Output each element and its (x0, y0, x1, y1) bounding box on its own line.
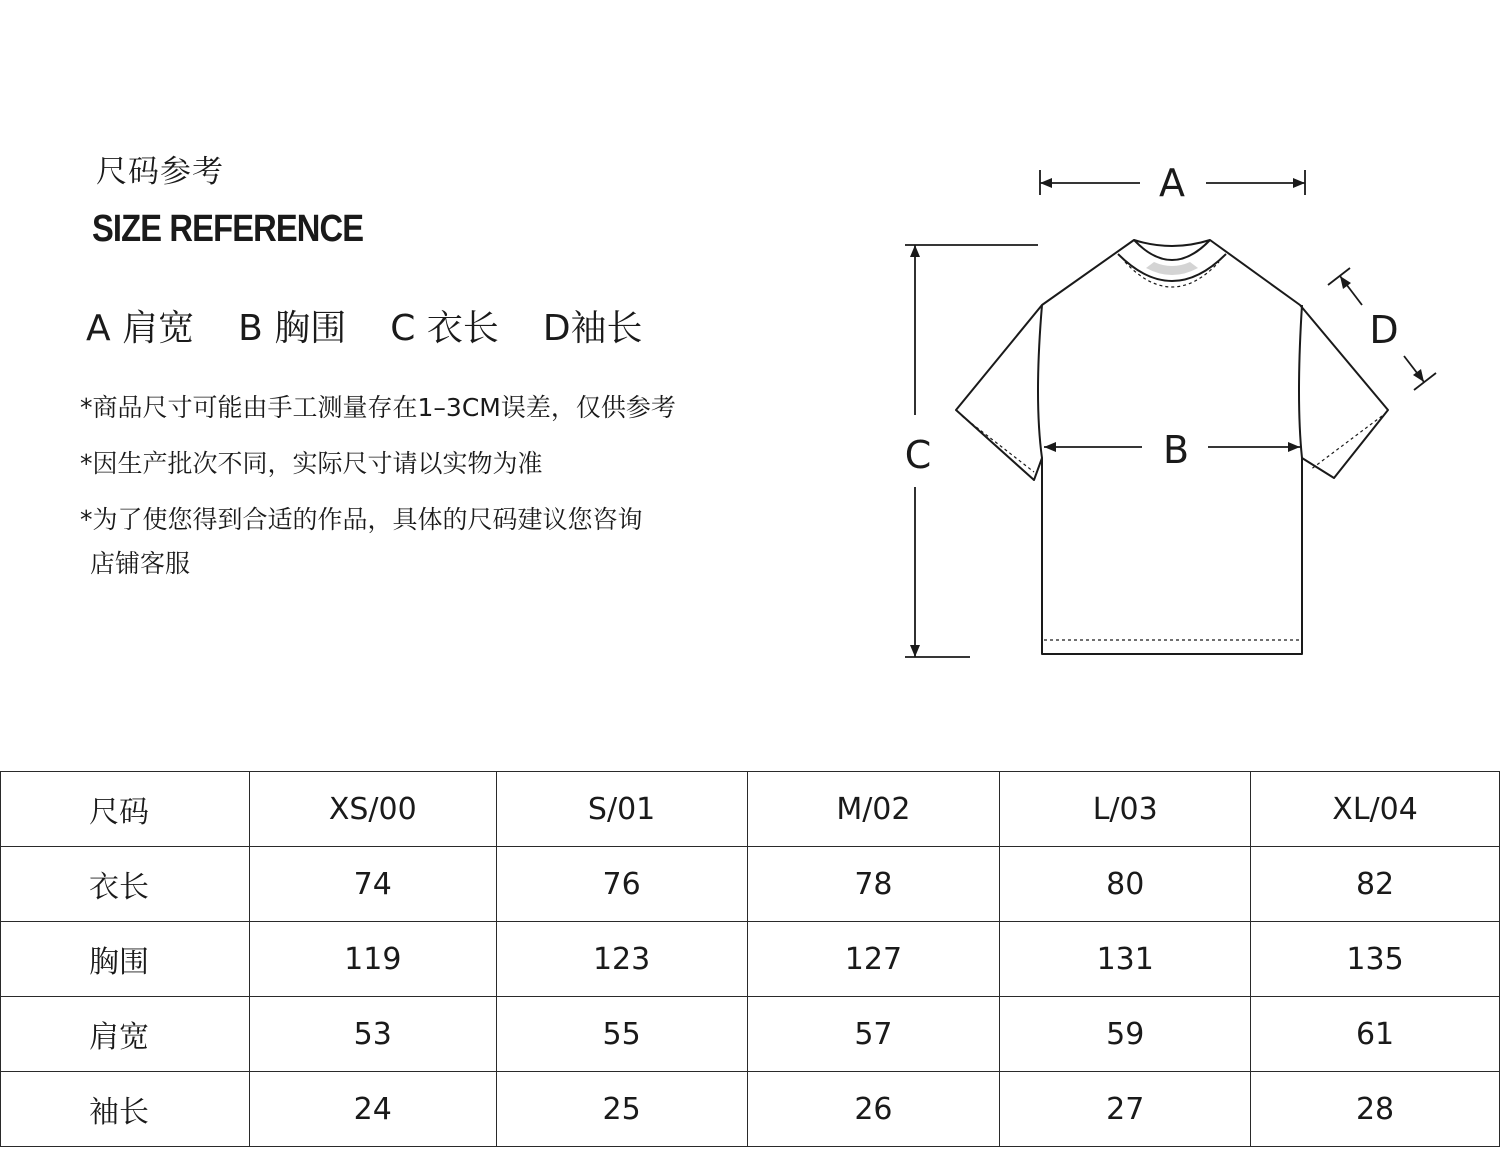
row-label: 胸围 (1, 922, 250, 997)
tshirt-diagram (880, 150, 1460, 670)
notes (80, 392, 780, 604)
title-english: SIZE REFERENCE (92, 208, 364, 250)
table-cell: 61 (1251, 997, 1500, 1072)
table-cell: 135 (1251, 922, 1500, 997)
table-cell: 27 (1000, 1072, 1251, 1147)
label-d: D (1369, 308, 1399, 352)
table-cell: 55 (496, 997, 747, 1072)
table-cell: 82 (1251, 847, 1500, 922)
legend-item-c: C 衣长 (390, 308, 499, 349)
header-cell: 尺码 (1, 772, 250, 847)
header-cell: XL/04 (1251, 772, 1500, 847)
legend-item-d: D袖长 (542, 308, 643, 349)
header-cell: XS/00 (249, 772, 496, 847)
table-cell: 59 (1000, 997, 1251, 1072)
table-cell: 25 (496, 1072, 747, 1147)
header-cell: M/02 (747, 772, 1000, 847)
label-b: B (1162, 428, 1190, 472)
note-error-margin: *商品尺寸可能由手工测量存在1–3CM误差，仅供参考 (80, 393, 676, 422)
table-cell: 28 (1251, 1072, 1500, 1147)
title-chinese: 尺码参考 (96, 154, 224, 190)
table-cell: 80 (1000, 847, 1251, 922)
note-consult: *为了使您得到合适的作品，具体的尺码建议您咨询 (80, 505, 643, 534)
table-cell: 57 (747, 997, 1000, 1072)
table-cell: 76 (496, 847, 747, 922)
table-cell: 131 (1000, 922, 1251, 997)
row-label: 衣长 (1, 847, 250, 922)
table-row (1, 1072, 1500, 1147)
measurement-legend (86, 300, 687, 351)
table-row (1, 922, 1500, 997)
table-row (1, 847, 1500, 922)
header-cell: L/03 (1000, 772, 1251, 847)
note-consult-cont: 店铺客服 (90, 549, 191, 578)
row-label: 肩宽 (1, 997, 250, 1072)
table-cell: 127 (747, 922, 1000, 997)
table-cell: 53 (249, 997, 496, 1072)
table-cell: 26 (747, 1072, 1000, 1147)
size-table (0, 771, 1500, 1147)
table-cell: 78 (747, 847, 1000, 922)
row-label: 袖长 (1, 1072, 250, 1147)
header-cell: S/01 (496, 772, 747, 847)
legend-item-b: B 胸围 (238, 308, 347, 349)
table-cell: 24 (249, 1072, 496, 1147)
table-header-row (1, 772, 1500, 847)
table-cell: 123 (496, 922, 747, 997)
table-row (1, 997, 1500, 1072)
legend-item-a: A 肩宽 (86, 308, 195, 349)
table-cell: 119 (249, 922, 496, 997)
note-batch: *因生产批次不同，实际尺寸请以实物为准 (80, 449, 543, 478)
label-a: A (1159, 161, 1185, 205)
table-cell: 74 (249, 847, 496, 922)
label-c: C (904, 433, 932, 477)
